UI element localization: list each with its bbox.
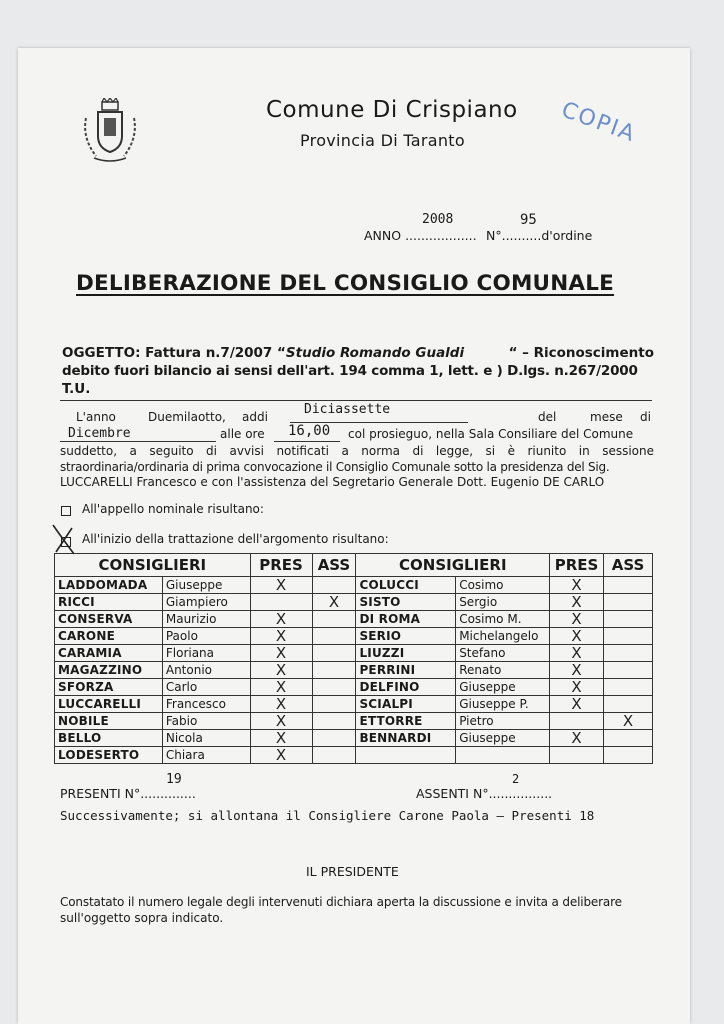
l2-b: col prosieguo, nella Sala Consiliare del Comune bbox=[348, 427, 634, 441]
ass-cell bbox=[604, 679, 653, 696]
name-cell bbox=[456, 747, 550, 764]
pres-cell: X bbox=[550, 577, 604, 594]
surname-cell: SFORZA bbox=[55, 679, 163, 696]
document-title: DELIBERAZIONE DEL CONSIGLIO COMUNALE bbox=[76, 271, 615, 296]
header-pres-left: PRES bbox=[250, 554, 312, 577]
ass-cell bbox=[604, 747, 653, 764]
surname-cell: ETTORRE bbox=[356, 713, 456, 730]
table-row bbox=[55, 696, 653, 713]
pres-cell: X bbox=[550, 730, 604, 747]
numero-value: 95 bbox=[520, 212, 537, 228]
oggetto-line3: T.U. bbox=[62, 381, 91, 397]
surname-cell bbox=[356, 747, 456, 764]
ass-cell bbox=[312, 577, 356, 594]
header-ass-left: ASS bbox=[312, 554, 356, 577]
l1-e: mese bbox=[590, 410, 623, 424]
pres-cell: X bbox=[550, 645, 604, 662]
pres-cell: X bbox=[250, 628, 312, 645]
pres-cell: X bbox=[550, 662, 604, 679]
presenti-value: 19 bbox=[166, 772, 182, 787]
name-cell: Paolo bbox=[162, 628, 250, 645]
coat-of-arms-icon bbox=[80, 98, 140, 162]
pres-cell: X bbox=[550, 696, 604, 713]
oggetto-line1-a: OGGETTO: Fattura n.7/2007 “ bbox=[62, 345, 286, 361]
presidente-label: IL PRESIDENTE bbox=[306, 864, 399, 879]
body-line4: straordinaria/ordinaria di prima convocazione il Consiglio Comunale sotto la presidenza del Sig. bbox=[60, 460, 610, 474]
ass-cell bbox=[604, 594, 653, 611]
l1-d: del bbox=[538, 410, 557, 424]
l2-month: Dicembre bbox=[68, 426, 131, 441]
surname-cell: LADDOMADA bbox=[55, 577, 163, 594]
surname-cell: CARONE bbox=[55, 628, 163, 645]
ass-cell bbox=[312, 645, 356, 662]
pres-cell: X bbox=[250, 696, 312, 713]
pres-cell: X bbox=[550, 594, 604, 611]
name-cell: Fabio bbox=[162, 713, 250, 730]
surname-cell: COLUCCI bbox=[356, 577, 456, 594]
body-line2 bbox=[60, 423, 654, 445]
table-row bbox=[55, 645, 653, 662]
surname-cell: LODESERTO bbox=[55, 747, 163, 764]
checkmark-x-icon bbox=[50, 522, 78, 556]
ass-cell bbox=[312, 628, 356, 645]
anno-value: 2008 bbox=[422, 212, 454, 227]
oggetto-line2: debito fuori bilancio ai sensi dell'art. 194 comma 1, lett. e ) D.lgs. n.267/2000 bbox=[62, 363, 638, 379]
appello-checkbox[interactable] bbox=[61, 506, 71, 516]
name-cell: Cosimo bbox=[456, 577, 550, 594]
header-consiglieri-left: CONSIGLIERI bbox=[55, 554, 251, 577]
numero-label: N°..........d'ordine bbox=[486, 228, 593, 243]
divider bbox=[60, 400, 652, 401]
l1-c: addi bbox=[242, 410, 268, 424]
inizio-label: All'inizio della trattazione dell'argomento risultano: bbox=[82, 532, 389, 546]
table-row bbox=[55, 594, 653, 611]
provincia-heading: Provincia Di Taranto bbox=[300, 131, 465, 150]
surname-cell: SERIO bbox=[356, 628, 456, 645]
pres-cell: X bbox=[550, 679, 604, 696]
name-cell: Pietro bbox=[456, 713, 550, 730]
pres-cell: X bbox=[550, 628, 604, 645]
table-row bbox=[55, 730, 653, 747]
pres-cell: X bbox=[250, 713, 312, 730]
pres-cell: X bbox=[250, 611, 312, 628]
name-cell: Michelangelo bbox=[456, 628, 550, 645]
name-cell: Giuseppe bbox=[456, 730, 550, 747]
surname-cell: RICCI bbox=[55, 594, 163, 611]
name-cell: Francesco bbox=[162, 696, 250, 713]
name-cell: Stefano bbox=[456, 645, 550, 662]
assenti-label: ASSENTI N°................ bbox=[416, 786, 553, 801]
ass-cell bbox=[312, 662, 356, 679]
pres-cell: X bbox=[250, 577, 312, 594]
name-cell: Floriana bbox=[162, 645, 250, 662]
body-line5: LUCCARELLI Francesco e con l'assistenza del Segretario Generale Dott. Eugenio DE CARLO bbox=[60, 475, 605, 489]
name-cell: Giampiero bbox=[162, 594, 250, 611]
pres-cell bbox=[550, 713, 604, 730]
l1-b: Duemilaotto, bbox=[148, 410, 226, 424]
ass-cell bbox=[312, 679, 356, 696]
pres-cell: X bbox=[550, 611, 604, 628]
name-cell: Sergio bbox=[456, 594, 550, 611]
l2-a: alle ore bbox=[220, 427, 265, 441]
surname-cell: LIUZZI bbox=[356, 645, 456, 662]
surname-cell: DI ROMA bbox=[356, 611, 456, 628]
l1-day: Diciassette bbox=[304, 402, 391, 417]
ass-cell bbox=[604, 730, 653, 747]
pres-cell bbox=[250, 594, 312, 611]
ass-cell bbox=[312, 611, 356, 628]
l1-f: di bbox=[640, 410, 651, 424]
ass-cell bbox=[312, 696, 356, 713]
ass-cell bbox=[312, 713, 356, 730]
l2-underline1 bbox=[60, 441, 216, 442]
pres-cell: X bbox=[250, 645, 312, 662]
presenti-label: PRESENTI N°.............. bbox=[60, 786, 196, 801]
comune-heading: Comune Di Crispiano bbox=[266, 97, 518, 123]
attendance-table bbox=[54, 553, 653, 764]
name-cell: Cosimo M. bbox=[456, 611, 550, 628]
pres-cell: X bbox=[250, 679, 312, 696]
closing-line2: sull'oggetto sopra indicato. bbox=[60, 911, 224, 925]
appello-label: All'appello nominale risultano: bbox=[82, 502, 264, 516]
anno-label: ANNO .................. bbox=[364, 228, 477, 243]
assenti-value: 2 bbox=[512, 772, 520, 786]
table-row bbox=[55, 662, 653, 679]
name-cell: Carlo bbox=[162, 679, 250, 696]
surname-cell: NOBILE bbox=[55, 713, 163, 730]
name-cell: Giuseppe P. bbox=[456, 696, 550, 713]
copia-stamp: COPIA bbox=[558, 97, 640, 148]
ass-cell bbox=[604, 628, 653, 645]
header-ass-right: ASS bbox=[604, 554, 653, 577]
surname-cell: CONSERVA bbox=[55, 611, 163, 628]
ass-cell bbox=[604, 645, 653, 662]
header-consiglieri-right: CONSIGLIERI bbox=[356, 554, 550, 577]
surname-cell: MAGAZZINO bbox=[55, 662, 163, 679]
closing-line1: Constatato il numero legale degli intervenuti dichiara aperta la discussione e invita a deliberare bbox=[60, 895, 622, 909]
table-row bbox=[55, 679, 653, 696]
name-cell: Chiara bbox=[162, 747, 250, 764]
name-cell: Giuseppe bbox=[456, 679, 550, 696]
pres-cell bbox=[550, 747, 604, 764]
note-handwritten: Successivamente; si allontana il Consigliere Carone Paola – Presenti 18 bbox=[60, 808, 595, 823]
pres-cell: X bbox=[250, 662, 312, 679]
table-row bbox=[55, 747, 653, 764]
pres-cell: X bbox=[250, 747, 312, 764]
ass-cell bbox=[604, 696, 653, 713]
table-row bbox=[55, 577, 653, 594]
name-cell: Giuseppe bbox=[162, 577, 250, 594]
table-row bbox=[55, 713, 653, 730]
oggetto-block bbox=[62, 344, 654, 398]
surname-cell: DELFINO bbox=[356, 679, 456, 696]
l2-time: 16,00 bbox=[288, 423, 331, 439]
surname-cell: CARAMIA bbox=[55, 645, 163, 662]
surname-cell: PERRINI bbox=[356, 662, 456, 679]
ass-cell bbox=[604, 662, 653, 679]
surname-cell: SISTO bbox=[356, 594, 456, 611]
oggetto-studio: Studio Romando Gualdi bbox=[285, 345, 465, 361]
surname-cell: BENNARDI bbox=[356, 730, 456, 747]
table-row bbox=[55, 628, 653, 645]
ass-cell bbox=[604, 611, 653, 628]
name-cell: Nicola bbox=[162, 730, 250, 747]
surname-cell: SCIALPI bbox=[356, 696, 456, 713]
table-row bbox=[55, 611, 653, 628]
ass-cell: X bbox=[604, 713, 653, 730]
header-pres-right: PRES bbox=[550, 554, 604, 577]
surname-cell: LUCCARELLI bbox=[55, 696, 163, 713]
name-cell: Antonio bbox=[162, 662, 250, 679]
ass-cell bbox=[604, 577, 653, 594]
l2-underline2 bbox=[274, 441, 340, 442]
name-cell: Renato bbox=[456, 662, 550, 679]
body-line3: suddetto, a seguito di avvisi notificati a norma di legge, si è riunito in sessione bbox=[60, 444, 654, 458]
pres-cell: X bbox=[250, 730, 312, 747]
oggetto-line1-b: “ – Riconoscimento bbox=[508, 345, 654, 361]
ass-cell bbox=[312, 747, 356, 764]
ass-cell: X bbox=[312, 594, 356, 611]
name-cell: Maurizio bbox=[162, 611, 250, 628]
l1-a: L'anno bbox=[76, 410, 116, 424]
surname-cell: BELLO bbox=[55, 730, 163, 747]
ass-cell bbox=[312, 730, 356, 747]
